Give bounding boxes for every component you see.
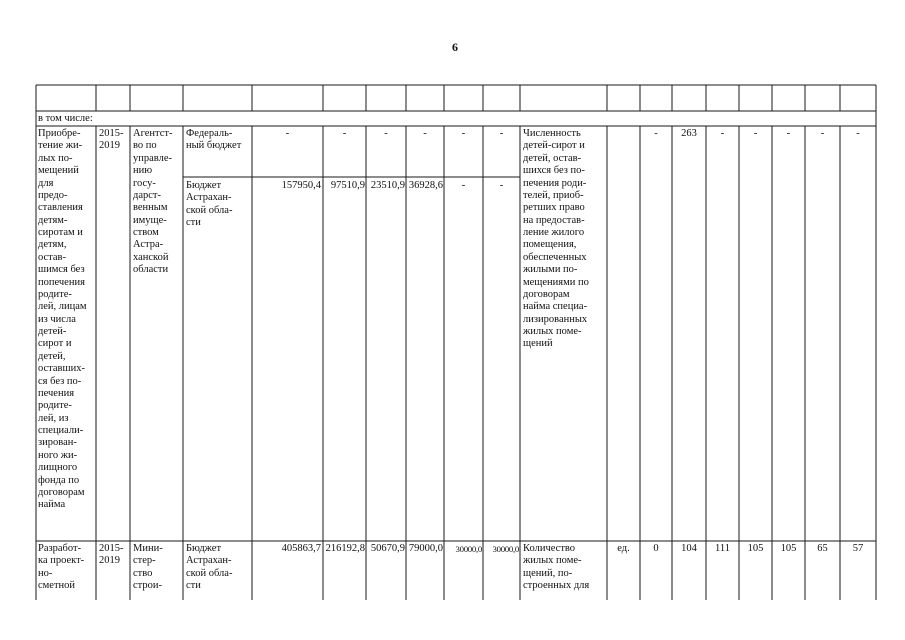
row2-2017: 79000,0 — [408, 543, 443, 554]
row2-total: 405863,7 — [281, 543, 321, 554]
row1-years: 2015- 2019 — [99, 128, 124, 152]
row1-regional-2017: 36928,6 — [408, 180, 443, 191]
row1-name: Приобре- тение жи- лых по- мещений для предо- ставления детям- сиротам и детям, остав- шимся без попечения родите- лей, лицам из числа детей- сирот и детей, оставших- ся без по- печения родите- лей, из специали- зирован- ного жи- лищного фонда по договорам найма — [38, 128, 87, 511]
row1-regional-2019: - — [499, 180, 504, 191]
row2-ind-2019: 65 — [817, 543, 828, 554]
page-number: 6 — [452, 40, 458, 54]
row1-executor: Агентст- во по управле- нию госу- дарст- венным имуще- ством Астра- ханской области — [133, 128, 173, 276]
row2-ind-2020: 57 — [852, 543, 864, 554]
row1-indicator: Численность детей-сирот и детей, остав- шихся без по- печения роди- телей, приоб- ретших право на предостав- ление жилого помещения, обеспеченных жилыми по- мещениями по договорам найма специа- лизированных жилых поме- щений — [523, 128, 589, 350]
row1-base-value: - — [654, 128, 658, 139]
row1-regional-2015: 97510,9 — [330, 180, 365, 191]
row1-federal-2017: - — [423, 128, 427, 139]
section-label: в том числе: — [38, 113, 93, 124]
row1-federal-2016: - — [384, 128, 388, 139]
row2-ind-2016: 111 — [715, 543, 730, 554]
row2-years: 2015- 2019 — [99, 543, 124, 567]
row2-source: Бюджет Астрахан- ской обла- сти — [186, 543, 233, 592]
row2-2019: 30000,0 — [492, 544, 519, 554]
row2-ind-2018: 105 — [780, 543, 797, 554]
row1-regional-2018: - — [461, 180, 466, 191]
row2-unit: ед. — [617, 543, 630, 554]
row1-federal-2018: - — [461, 128, 466, 139]
row2-2016: 50670,9 — [370, 543, 405, 554]
row1-regional-2016: 23510,9 — [370, 180, 405, 191]
row1-federal-2015: - — [342, 128, 347, 139]
row1-ind-2018: - — [786, 128, 791, 139]
row2-name: Разработ- ка проект- но- сметной — [38, 543, 85, 592]
row2-2018: 30000,0 — [455, 544, 482, 554]
row1-regional-total: 157950,4 — [281, 180, 321, 191]
row1-source-federal: Федераль- ный бюджет — [186, 128, 242, 152]
row2-ind-2015: 104 — [681, 543, 697, 554]
row1-source-regional: Бюджет Астрахан- ской обла- сти — [186, 180, 233, 229]
row1-federal-2019: - — [499, 128, 504, 139]
row1-ind-2016: - — [720, 128, 725, 139]
row2-2015: 216192,8 — [325, 543, 365, 554]
row1-ind-2019: - — [820, 128, 825, 139]
row1-federal-total: - — [285, 128, 290, 139]
row1-ind-2015: 263 — [681, 128, 697, 139]
row2-executor: Мини- стер- ство строи- — [133, 543, 163, 592]
row1-ind-2020: - — [856, 128, 860, 139]
row2-base-value: 0 — [653, 543, 659, 554]
row1-ind-2017: - — [753, 128, 758, 139]
row2-indicator: Количество жилых поме- щений, по- строенных для — [523, 543, 590, 592]
row2-ind-2017: 105 — [747, 543, 764, 554]
